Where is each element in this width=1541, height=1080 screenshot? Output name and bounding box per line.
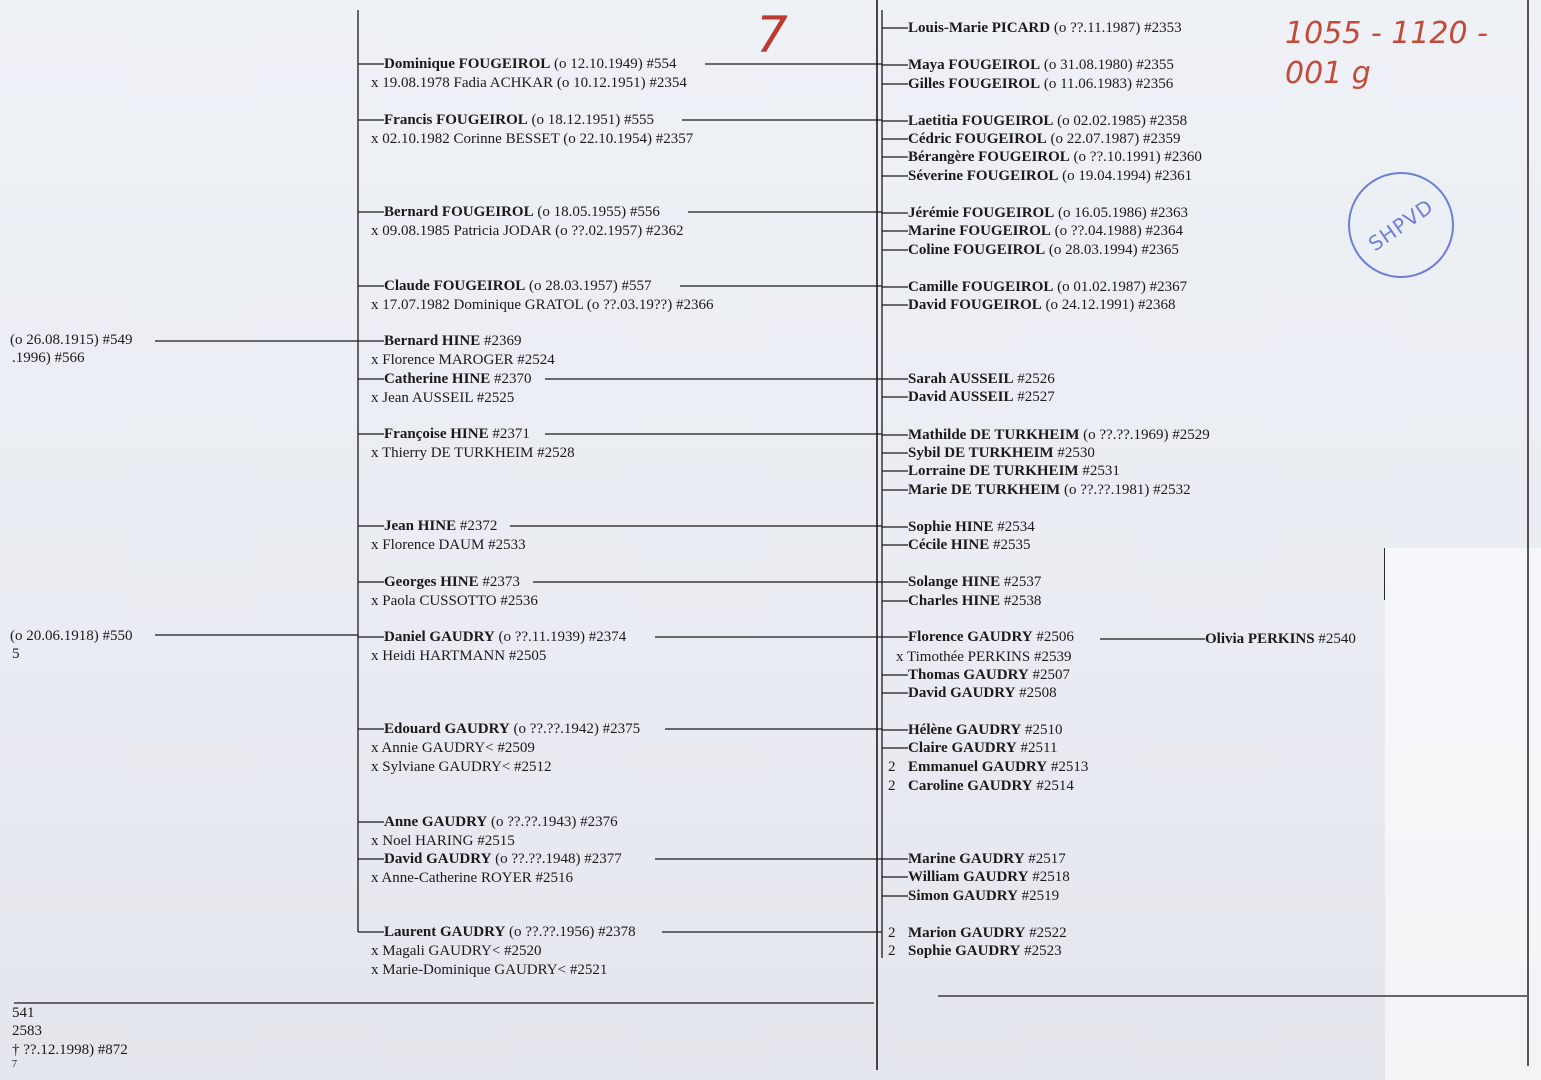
spouse-entry: x Florence MAROGER #2524	[371, 352, 555, 368]
person-name: Anne GAUDRY	[384, 814, 488, 830]
marriage-prefix: 2	[888, 778, 896, 794]
person-entry	[908, 370, 1055, 388]
person-name: Simon GAUDRY	[908, 888, 1018, 904]
paper-fold	[1385, 548, 1541, 1080]
person-detail: (o ??.??.1943) #2376	[487, 814, 618, 830]
person-detail: (o 31.08.1980) #2355	[1040, 57, 1174, 73]
person-entry	[908, 850, 1066, 868]
person-entry	[384, 332, 522, 350]
person-name: Camille FOUGEIROL	[908, 279, 1054, 295]
person-detail: #2535	[989, 537, 1031, 553]
person-entry	[908, 684, 1057, 702]
person-entry	[908, 388, 1055, 406]
person-detail: (o 16.05.1986) #2363	[1054, 205, 1188, 221]
person-entry	[908, 112, 1187, 130]
person-entry	[908, 887, 1059, 905]
person-entry	[908, 462, 1120, 480]
person-entry	[908, 278, 1187, 296]
person-name: Marie DE TURKHEIM	[908, 482, 1061, 498]
person-entry	[384, 370, 532, 388]
person-name: Louis-Marie PICARD	[908, 20, 1051, 36]
person-name: Marine FOUGEIROL	[908, 223, 1051, 239]
gen3-spouse: x Timothée PERKINS #2539	[896, 649, 1072, 665]
person-name: Emmanuel GAUDRY	[908, 759, 1048, 775]
person-entry	[384, 111, 654, 129]
person-detail: #2540	[1314, 631, 1356, 647]
bottom-edge-left	[14, 1002, 874, 1004]
spouse-entry: x Heidi HARTMANN #2505	[371, 648, 547, 664]
person-detail: #2531	[1078, 463, 1120, 479]
person-name: Cécile HINE	[908, 537, 990, 553]
marriage-prefix: 2	[888, 925, 896, 941]
person-name: Sybil DE TURKHEIM	[908, 445, 1054, 461]
spouse-entry: x Jean AUSSEIL #2525	[371, 390, 515, 406]
person-entry	[384, 203, 660, 221]
person-name: Jérémie FOUGEIROL	[908, 205, 1055, 221]
spouse-entry: x 19.08.1978 Fadia ACHKAR (o 10.12.1951) #2354	[371, 75, 687, 91]
person-name: Marion GAUDRY	[908, 925, 1026, 941]
person-entry	[908, 666, 1070, 684]
person-entry	[908, 241, 1179, 259]
person-name: Sarah AUSSEIL	[908, 371, 1014, 387]
marriage-prefix: 2	[888, 943, 896, 959]
person-name: Edouard GAUDRY	[384, 721, 510, 737]
person-name: Lorraine DE TURKHEIM	[908, 463, 1079, 479]
person-detail: #2513	[1047, 759, 1089, 775]
person-entry	[908, 592, 1041, 610]
person-detail: #2526	[1013, 371, 1055, 387]
person-entry	[908, 19, 1182, 37]
person-detail: (o ??.11.1939) #2374	[494, 629, 627, 645]
person-detail: (o 22.07.1987) #2359	[1046, 131, 1181, 147]
person-entry	[908, 426, 1210, 444]
bottom-partial-1: 541	[12, 1005, 35, 1021]
person-entry	[908, 518, 1035, 536]
handwritten-reference: 1055 - 1120 - 001 g	[1285, 16, 1488, 91]
person-entry	[384, 277, 652, 295]
person-detail: (o 02.02.1985) #2358	[1053, 113, 1188, 129]
person-entry	[384, 850, 622, 868]
person-name: Bernard HINE	[384, 333, 481, 349]
marriage-prefix: 2	[888, 759, 896, 775]
person-name: David FOUGEIROL	[908, 297, 1042, 313]
person-entry	[908, 721, 1062, 739]
person-detail: #2518	[1028, 869, 1070, 885]
person-entry	[908, 739, 1057, 757]
spouse-entry: x Sylviane GAUDRY< #2512	[371, 758, 552, 775]
person-name: Coline FOUGEIROL	[908, 242, 1046, 258]
person-detail: #2507	[1028, 667, 1070, 683]
person-detail: #2372	[456, 518, 498, 534]
person-name: Thomas GAUDRY	[908, 667, 1029, 683]
person-entry	[888, 777, 1074, 795]
person-detail: (o 01.02.1987) #2367	[1053, 279, 1188, 295]
person-detail: (o ??.10.1991) #2360	[1069, 149, 1202, 165]
spouse-entry: x 17.07.1982 Dominique GRATOL (o ??.03.19??) #2366	[371, 297, 714, 313]
person-detail: (o 28.03.1994) #2365	[1045, 242, 1179, 258]
person-detail: (o ??.??.1948) #2377	[491, 851, 622, 867]
person-name: Jean HINE	[384, 518, 457, 534]
spouse-entry: x Thierry DE TURKHEIM #2528	[371, 445, 575, 461]
stamp-text: SHPVD	[1363, 193, 1439, 257]
person-detail: (o 11.06.1983) #2356	[1040, 76, 1174, 92]
person-name: Olivia PERKINS	[1205, 631, 1315, 647]
spouse-entry: x 09.08.1985 Patricia JODAR (o ??.02.1957) #2362	[371, 223, 684, 239]
person-entry	[384, 923, 636, 941]
person-detail: (o ??.??.1981) #2532	[1060, 482, 1191, 498]
person-entry	[384, 517, 497, 535]
bottom-partial-3: † ??.12.1998) #872	[12, 1042, 128, 1058]
person-detail: #2514	[1032, 778, 1074, 794]
person-name: Hélène GAUDRY	[908, 722, 1022, 738]
person-detail: #2523	[1020, 943, 1062, 959]
person-detail: #2537	[1000, 574, 1042, 590]
person-detail: (o ??.??.1942) #2375	[509, 721, 641, 737]
person-detail: (o ??.04.1988) #2364	[1050, 223, 1183, 239]
person-detail: (o ??.11.1987) #2353	[1050, 20, 1182, 36]
person-detail: #2530	[1053, 445, 1095, 461]
person-entry	[908, 573, 1041, 591]
person-entry	[384, 55, 677, 73]
person-detail: #2527	[1013, 389, 1055, 405]
center-fold	[876, 0, 878, 1070]
person-name: Claire GAUDRY	[908, 740, 1017, 756]
person-detail: #2517	[1024, 851, 1066, 867]
person-entry	[1205, 630, 1356, 648]
person-name: Sophie GAUDRY	[908, 943, 1021, 959]
person-entry	[908, 296, 1176, 314]
person-name: Sophie HINE	[908, 519, 994, 535]
person-name: Gilles FOUGEIROL	[908, 76, 1041, 92]
person-name: Maya FOUGEIROL	[908, 57, 1041, 73]
person-entry	[908, 222, 1183, 240]
person-entry	[908, 167, 1192, 185]
person-detail: #2371	[488, 426, 530, 442]
spouse-entry: x Annie GAUDRY< #2509	[371, 740, 535, 756]
person-entry	[908, 75, 1173, 93]
person-detail: #2510	[1021, 722, 1063, 738]
fold-edge	[1384, 548, 1385, 600]
person-entry	[888, 924, 1067, 942]
gen1-entry-b-ref: 5	[12, 646, 20, 662]
person-detail: #2506	[1032, 629, 1074, 645]
person-detail: (o 28.03.1957) #557	[525, 278, 652, 294]
person-entry	[888, 942, 1062, 960]
person-detail: #2369	[480, 333, 522, 349]
gen1-entry-a: (o 26.08.1915) #549	[10, 332, 133, 348]
person-detail: #2519	[1017, 888, 1060, 904]
person-name: Caroline GAUDRY	[908, 778, 1033, 794]
person-name: Charles HINE	[908, 593, 1001, 609]
person-name: Dominique FOUGEIROL	[384, 56, 551, 72]
person-detail: (o 18.05.1955) #556	[533, 204, 660, 220]
person-name: David GAUDRY	[908, 685, 1016, 701]
spouse-entry: x Florence DAUM #2533	[371, 537, 526, 553]
spouse-entry: x Magali GAUDRY< #2520	[371, 943, 542, 959]
person-name: Mathilde DE TURKHEIM	[908, 427, 1080, 443]
person-detail: #2538	[1000, 593, 1042, 609]
person-name: William GAUDRY	[908, 869, 1029, 885]
page-edge	[1527, 0, 1529, 1066]
person-name: Georges HINE	[384, 574, 479, 590]
person-name: Daniel GAUDRY	[384, 629, 495, 645]
spouse-entry: x Marie-Dominique GAUDRY< #2521	[371, 961, 608, 978]
person-name: Bérangère FOUGEIROL	[908, 149, 1070, 165]
person-detail: #2534	[993, 519, 1035, 535]
spouse-entry: x Anne-Catherine ROYER #2516	[371, 870, 574, 886]
person-name: Marine GAUDRY	[908, 851, 1025, 867]
spouse-entry: x 02.10.1982 Corinne BESSET (o 22.10.1954) #2357	[371, 131, 694, 147]
person-entry	[384, 813, 618, 831]
person-name: Catherine HINE	[384, 371, 491, 387]
person-name: Cédric FOUGEIROL	[908, 131, 1047, 147]
spouse-entry: x Noel HARING #2515	[371, 833, 515, 849]
person-name: Claude FOUGEIROL	[384, 278, 526, 294]
person-entry	[908, 868, 1070, 886]
person-name: David AUSSEIL	[908, 389, 1014, 405]
person-detail: #2370	[490, 371, 532, 387]
person-name: Florence GAUDRY	[908, 629, 1033, 645]
bottom-partial-2: 2583	[12, 1023, 42, 1039]
person-entry	[908, 536, 1030, 554]
person-name: David GAUDRY	[384, 851, 492, 867]
person-detail: (o 24.12.1991) #2368	[1041, 297, 1176, 313]
person-detail: (o 18.12.1951) #555	[527, 112, 655, 128]
person-entry	[908, 204, 1188, 222]
person-entry	[384, 628, 626, 646]
person-entry	[908, 444, 1095, 462]
shpvd-stamp	[1348, 172, 1454, 278]
person-detail: #2522	[1025, 925, 1067, 941]
person-entry	[908, 628, 1074, 646]
person-entry	[908, 481, 1191, 499]
person-entry	[384, 573, 520, 591]
person-entry	[908, 56, 1174, 74]
person-name: Séverine FOUGEIROL	[908, 168, 1059, 184]
page-number: 7	[756, 6, 788, 64]
bottom-edge-right	[938, 995, 1528, 997]
person-entry	[908, 148, 1202, 166]
person-name: Solange HINE	[908, 574, 1001, 590]
person-name: Laetitia FOUGEIROL	[908, 113, 1054, 129]
person-name: Laurent GAUDRY	[384, 924, 506, 940]
bottom-partial-4: 7	[12, 1059, 17, 1070]
person-detail: (o ??.??.1956) #2378	[505, 924, 636, 940]
person-detail: #2511	[1016, 740, 1058, 756]
person-entry	[888, 758, 1089, 776]
person-entry	[384, 720, 640, 738]
gen1-entry-a-death: .1996) #566	[12, 350, 85, 366]
spouse-entry: x Paola CUSSOTTO #2536	[371, 593, 538, 609]
person-detail: #2373	[478, 574, 520, 590]
person-detail: (o 19.04.1994) #2361	[1058, 168, 1193, 184]
person-entry	[384, 425, 530, 443]
person-detail: (o 12.10.1949) #554	[550, 56, 677, 72]
person-name: Francis FOUGEIROL	[384, 112, 528, 128]
person-detail: (o ??.??.1969) #2529	[1079, 427, 1210, 443]
person-detail: #2508	[1015, 685, 1057, 701]
person-name: Françoise HINE	[384, 426, 489, 442]
person-entry	[908, 130, 1181, 148]
gen1-entry-b: (o 20.06.1918) #550	[10, 628, 133, 644]
person-name: Bernard FOUGEIROL	[384, 204, 534, 220]
